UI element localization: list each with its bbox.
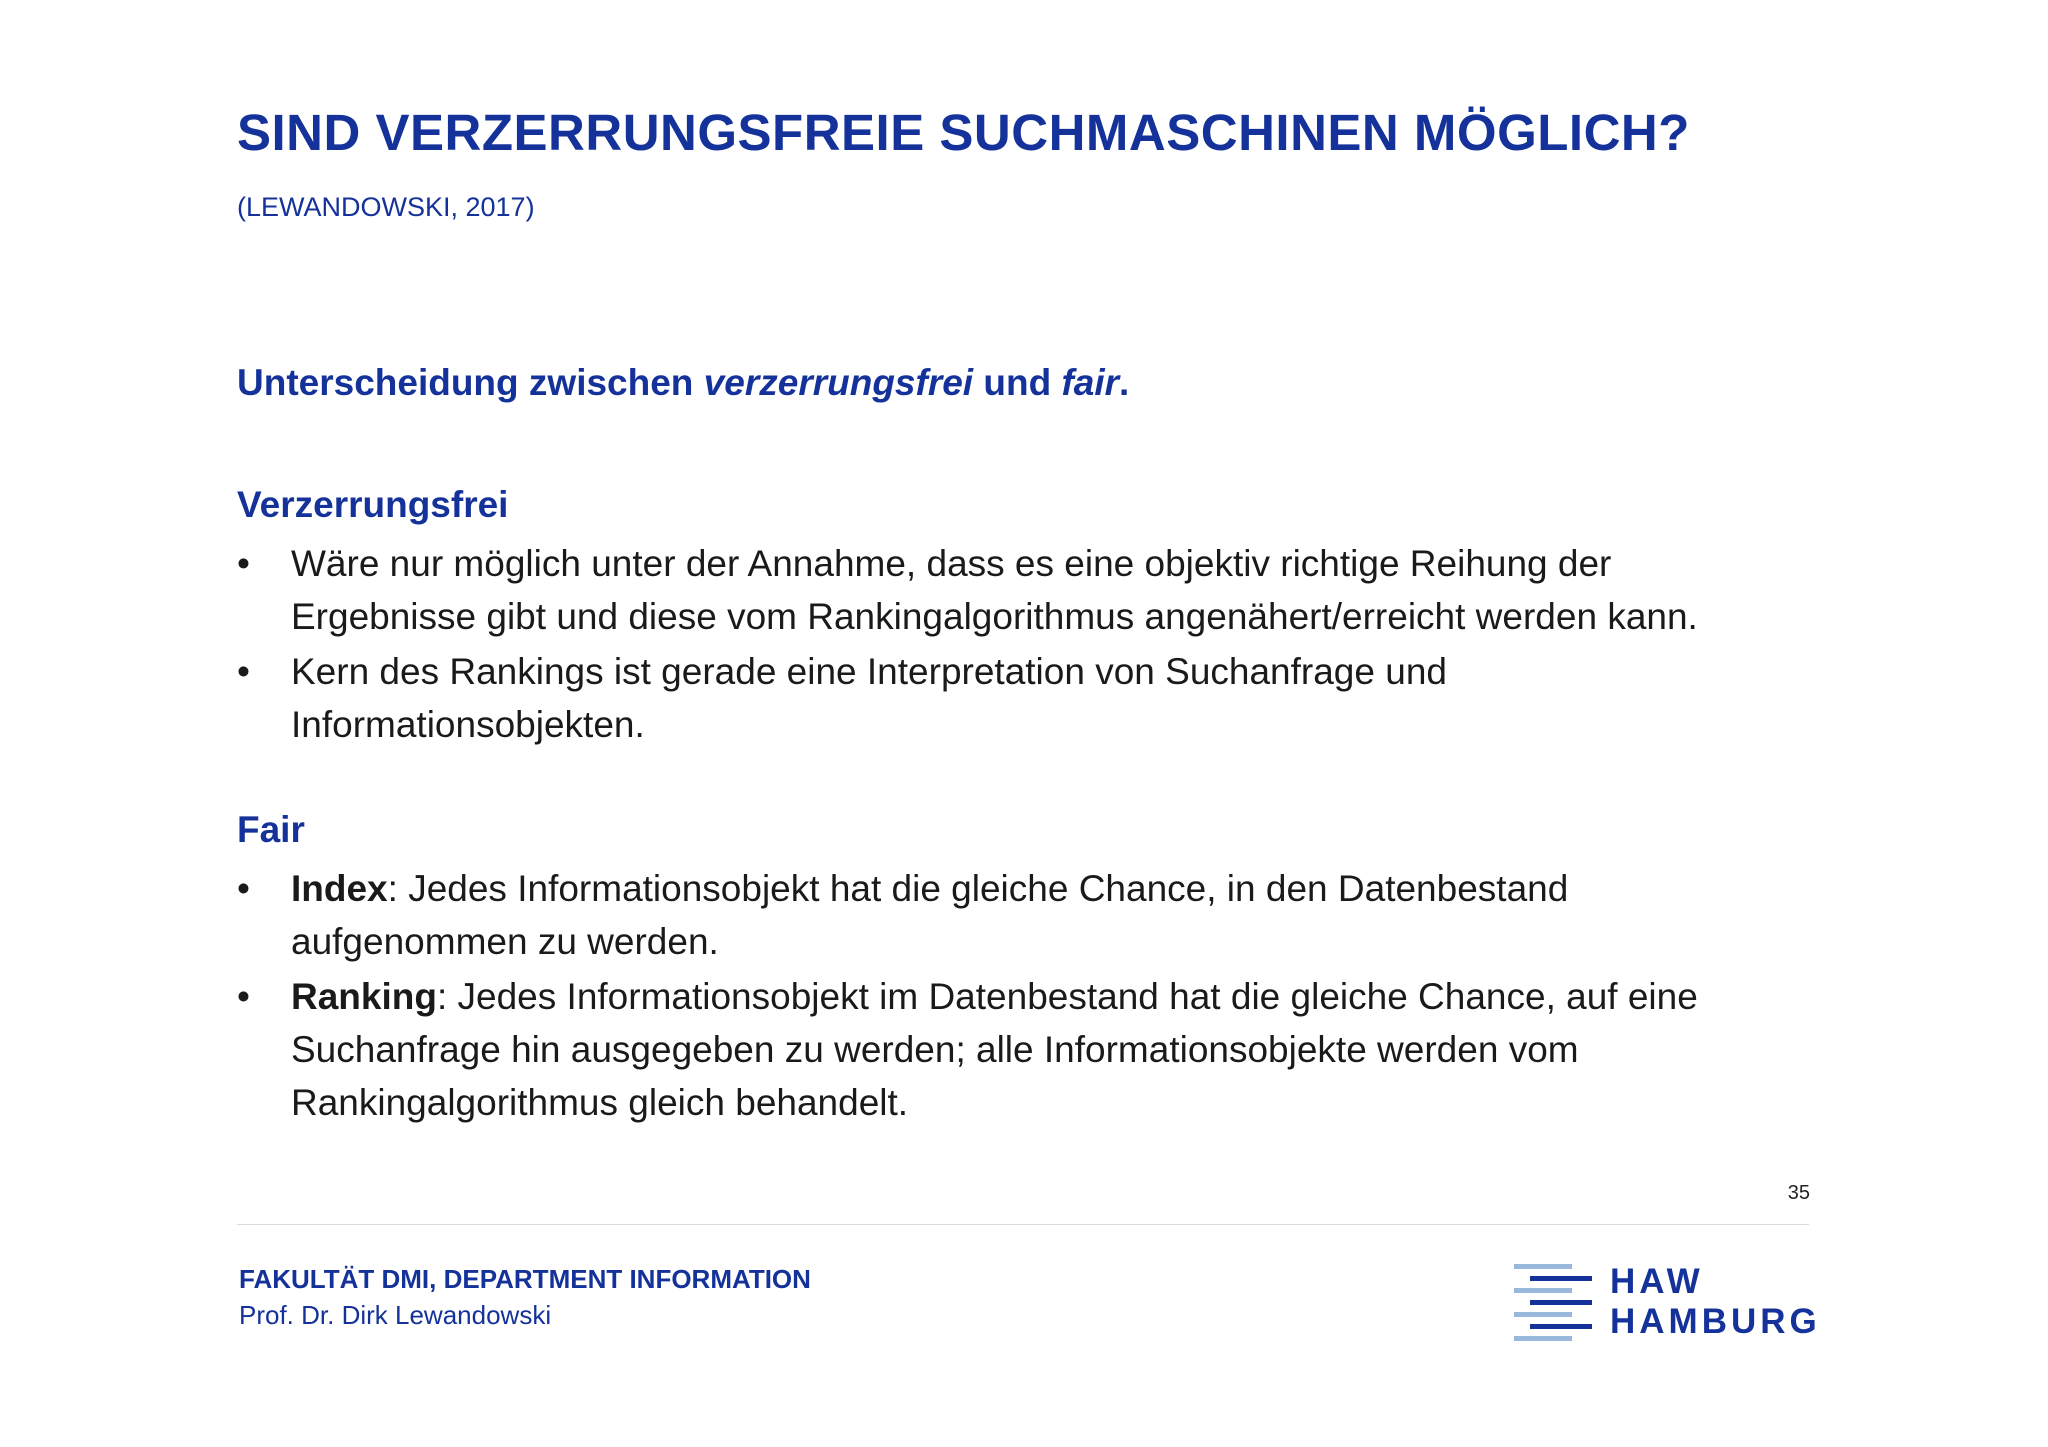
section-heading-verzerrungsfrei: Verzerrungsfrei bbox=[237, 484, 509, 525]
haw-logo-text bbox=[1610, 1262, 1821, 1342]
bullet-term-index: Index bbox=[291, 868, 388, 909]
bullet-text: Kern des Rankings ist gerade eine Interpretation von Suchanfrage und Informationsobjekten. bbox=[291, 651, 1447, 745]
bullet-symbol: • bbox=[237, 976, 250, 1017]
haw-hamburg-logo bbox=[1512, 1262, 1821, 1342]
footer-faculty: FAKULTÄT DMI, DEPARTMENT INFORMATION bbox=[239, 1264, 811, 1294]
lead-part-1: Unterscheidung zwischen bbox=[237, 362, 704, 403]
list-item bbox=[237, 970, 1797, 1129]
bullet-list-fair bbox=[237, 862, 1797, 1131]
lead-sentence bbox=[237, 362, 1129, 404]
page-number: 35 bbox=[1787, 1182, 1810, 1204]
list-item bbox=[237, 537, 1797, 643]
bullet-text: Wäre nur möglich unter der Annahme, dass es eine objektiv richtige Reihung der Ergebnisse gibt und diese vom Rankingalgorithmus angenähert/erreicht werden kann. bbox=[291, 543, 1698, 637]
logo-line-hamburg: HAMBURG bbox=[1610, 1302, 1821, 1341]
list-item bbox=[237, 862, 1797, 968]
bullet-symbol: • bbox=[237, 868, 250, 909]
bullet-text: : Jedes Informationsobjekt hat die gleiche Chance, in den Datenbestand aufgenommen zu werden. bbox=[291, 868, 1569, 962]
bullet-symbol: • bbox=[237, 543, 250, 584]
section-heading-fair: Fair bbox=[237, 809, 305, 850]
lead-emphasis-fair: fair bbox=[1061, 362, 1120, 403]
lead-emphasis-verzerrungsfrei: verzerrungsfrei bbox=[703, 362, 974, 403]
logo-line-haw: HAW bbox=[1610, 1262, 1704, 1301]
haw-logo-mark-icon bbox=[1512, 1262, 1592, 1342]
footer-author: Prof. Dr. Dirk Lewandowski bbox=[239, 1300, 552, 1330]
bullet-symbol: • bbox=[237, 651, 250, 692]
bullet-list-verzerrungsfrei bbox=[237, 537, 1797, 753]
list-item bbox=[237, 645, 1797, 751]
slide-title: SIND VERZERRUNGSFREIE SUCHMASCHINEN MÖGLICH? bbox=[237, 104, 1690, 161]
lead-part-2: und bbox=[973, 362, 1062, 403]
footer-divider bbox=[237, 1224, 1809, 1225]
slide-subtitle: (LEWANDOWSKI, 2017) bbox=[237, 192, 535, 222]
bullet-term-ranking: Ranking bbox=[291, 976, 437, 1017]
bullet-text: : Jedes Informationsobjekt im Datenbestand hat die gleiche Chance, auf eine Suchanfrage hin ausgegeben zu werden; alle Informationsobjekte werden vom Rankingalgorithmus gleich behandelt. bbox=[291, 976, 1698, 1123]
lead-part-3: . bbox=[1119, 362, 1130, 403]
